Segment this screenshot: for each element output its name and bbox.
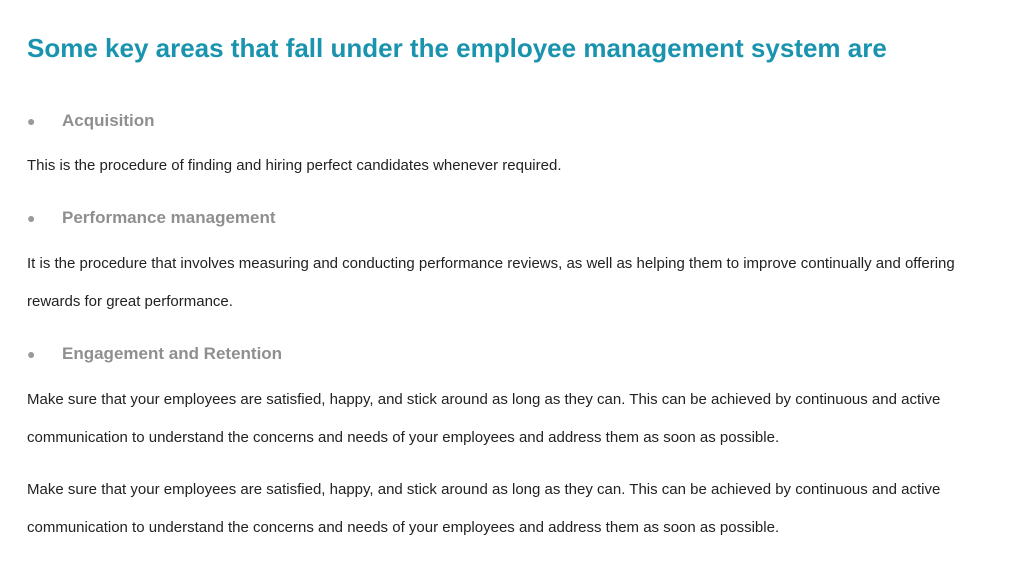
slide-title: Some key areas that fall under the employee management system are	[27, 33, 887, 63]
bullet-heading: Acquisition	[62, 111, 155, 130]
bullet-performance-management	[27, 207, 276, 229]
paragraph-engagement-retention: Make sure that your employees are satisfied, happy, and stick around as long as they can. This can be achieved by continuous and active communication to understand the concerns and needs of your employees and address them as soon as possible.	[27, 391, 941, 446]
bullet-dot-icon: ●	[27, 113, 36, 129]
bullet-dot-icon: ●	[27, 210, 36, 226]
paragraph-acquisition: This is the procedure of finding and hiring perfect candidates whenever required.	[27, 157, 562, 174]
paragraph-performance-management: It is the procedure that involves measuring and conducting performance reviews, as well as helping them to improve continually and offering rewards for great performance.	[27, 255, 955, 310]
bullet-acquisition	[27, 110, 155, 132]
bullet-engagement-retention	[27, 343, 282, 365]
paragraph-extra: Make sure that your employees are satisfied, happy, and stick around as long as they can. This can be achieved by continuous and active communication to understand the concerns and needs of your employees and address them as soon as possible.	[27, 481, 941, 536]
bullet-heading: Engagement and Retention	[62, 344, 283, 363]
bullet-dot-icon: ●	[27, 346, 36, 362]
bullet-heading: Performance management	[62, 208, 276, 227]
